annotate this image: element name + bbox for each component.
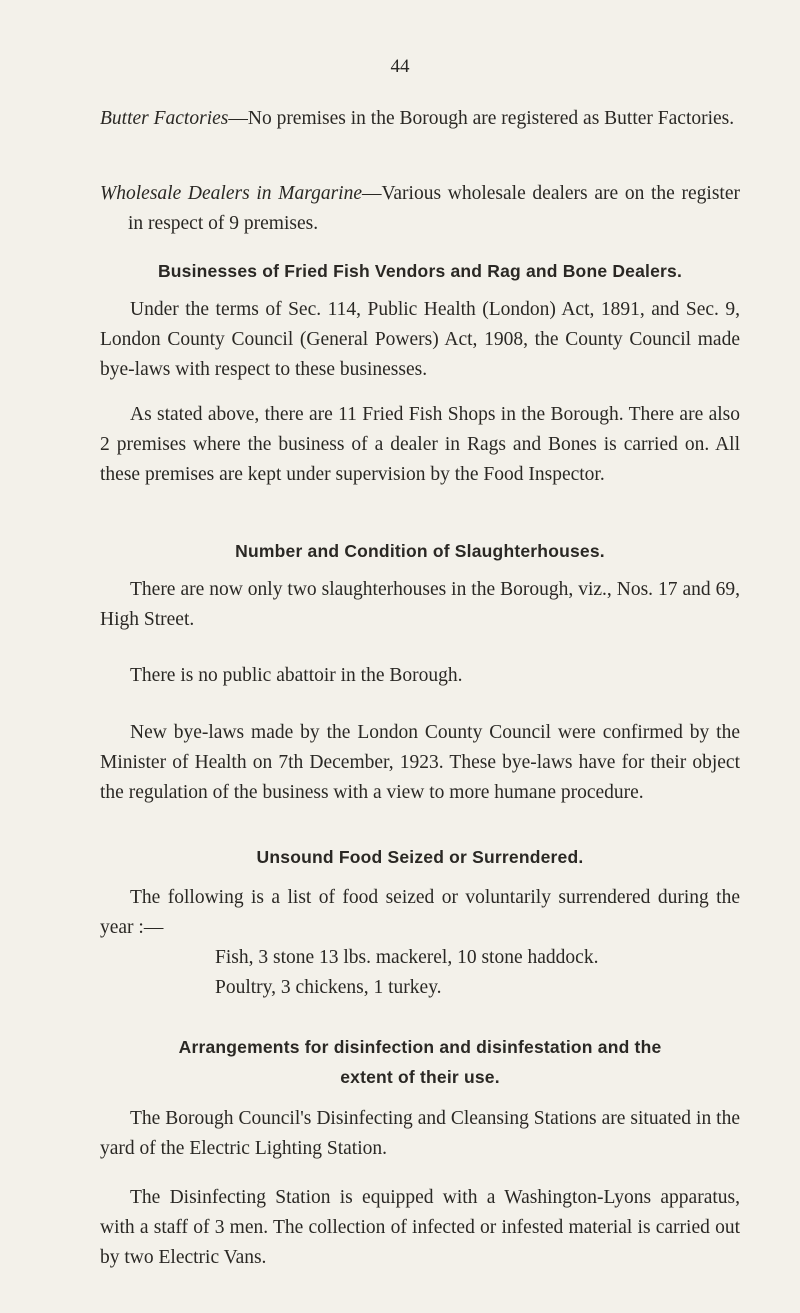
slaughterhouses-para2-block (100, 661, 740, 691)
unsound-food-intro-block (100, 883, 740, 943)
disinfection-para1-block (100, 1104, 740, 1164)
slaughterhouses-para3-block (100, 718, 740, 808)
unsound-food-intro: The following is a list of food seized or voluntarily surrendered during the year :— (100, 887, 740, 938)
unsound-food-item: Fish, 3 stone 13 lbs. mackerel, 10 stone haddock. (215, 947, 599, 968)
disinfection-heading (100, 1032, 740, 1092)
margarine-dealers-section (100, 179, 740, 239)
disinfection-para2-block (100, 1183, 740, 1273)
slaughterhouses-para1: There are now only two slaughterhouses in the Borough, viz., Nos. 17 and 69, High Street. (100, 579, 740, 630)
butter-factories-section (100, 104, 740, 134)
butter-factories-title: Butter Factories (100, 108, 229, 129)
unsound-food-heading: Unsound Food Seized or Surrendered. (256, 847, 584, 867)
unsound-food-list (215, 943, 755, 1003)
disinfection-heading-line1: Arrangements for disinfection and disinfestation and the (178, 1037, 662, 1057)
fried-fish-para2-block (100, 400, 740, 490)
slaughterhouses-para1-block (100, 575, 740, 635)
disinfection-para2: The Disinfecting Station is equipped with a Washington-Lyons apparatus, with a staff of 3 men. The collection of infected or infested material is carried out by two Electric Vans. (100, 1187, 740, 1268)
margarine-dealers-dash: — (361, 183, 382, 204)
disinfection-para1: The Borough Council's Disinfecting and Cleansing Stations are situated in the yard of the Electric Lighting Station. (100, 1108, 740, 1159)
butter-factories-text: No premises in the Borough are registered as Butter Factories. (247, 108, 735, 129)
slaughterhouses-para3: New bye-laws made by the London County Council were confirmed by the Minister of Health on 7th December, 1923. These bye-laws have for their object the regulation of the business with a view to more humane procedure. (100, 722, 740, 803)
unsound-food-item: Poultry, 3 chickens, 1 turkey. (215, 977, 442, 998)
fried-fish-heading: Businesses of Fried Fish Vendors and Rag and Bone Dealers. (157, 261, 683, 281)
margarine-dealers-title: Wholesale Dealers in Margarine (100, 183, 362, 204)
butter-factories-dash: — (228, 108, 248, 129)
fried-fish-para2: As stated above, there are 11 Fried Fish Shops in the Borough. There are also 2 premises where the business of a dealer in Rags and Bones is carried on. All these premises are kept under supervision by the Food Inspector. (100, 404, 740, 485)
disinfection-heading-line2: extent of their use. (340, 1067, 500, 1087)
margarine-dealers-text: Various wholesale dealers are on the register in respect of 9 premises. (128, 183, 740, 234)
butter-factories-paragraph (100, 104, 740, 134)
page-number: 44 (390, 56, 410, 77)
slaughterhouses-heading: Number and Condition of Slaughterhouses. (235, 541, 605, 561)
slaughterhouses-para2: There is no public abattoir in the Borough. (130, 665, 463, 686)
fried-fish-para1-block (100, 295, 740, 385)
margarine-dealers-paragraph (100, 179, 740, 239)
fried-fish-para1: Under the terms of Sec. 114, Public Health (London) Act, 1891, and Sec. 9, London County Council (General Powers) Act, 1908, the County Council made bye-laws with respect to these businesses. (100, 299, 740, 380)
